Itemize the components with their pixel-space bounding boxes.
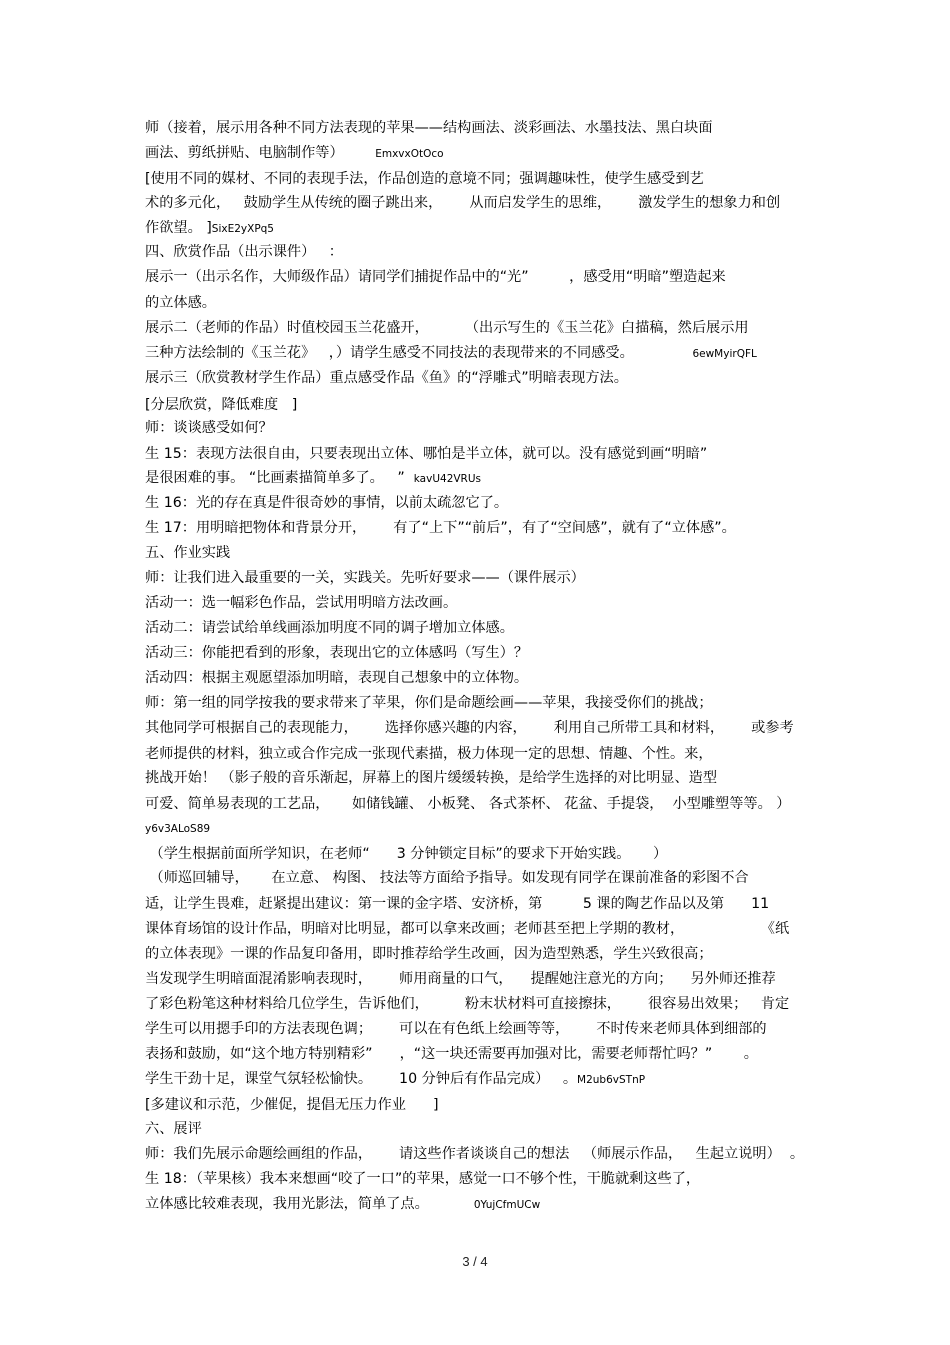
text-line: 师：谈谈感受如何？: [145, 420, 273, 436]
text-line: 立体感比较难表现，我用光影法，简单了点。 0YujCfmUCw: [145, 1196, 541, 1212]
text-line: 活动二：请尝试给单线画添加明度不同的调子增加立体感。: [145, 620, 514, 636]
text-line: 的立体表现》一课的作品复印备用，即时推荐给学生改画，因为造型熟悉，学生兴致很高；: [145, 946, 713, 962]
text-line: 是很困难的事。 “比画素描简单多了。 ” kavU42VRUs: [145, 470, 482, 486]
text-line: 师：第一组的同学按我的要求带来了苹果，你们是命题绘画——苹果，我接受你们的挑战；: [145, 695, 713, 711]
doc-code: kavU42VRUs: [413, 473, 482, 485]
text-line: 当发现学生明暗面混淆影响表现时， 师用商量的口气， 提醒她注意光的方向； 另外师还推荐: [145, 971, 776, 987]
text-line: 展示二（老师的作品）时值校园玉兰花盛开， （出示写生的《玉兰花》白描稿，然后展示用: [145, 320, 749, 336]
text-line: 活动四：根据主观愿望添加明暗，表现自己想象中的立体物。: [145, 670, 529, 686]
text-line: 师：我们先展示命题绘画组的作品， 请这些作者谈谈自己的想法 （师展示作品， 生起立说明） 。: [145, 1146, 805, 1162]
doc-code: y6v3ALoS89: [145, 823, 211, 835]
text-line: （学生根据前面所学知识，在老师“ 3 分钟锁定目标”的要求下开始实践。 ）: [145, 846, 668, 862]
text-line: [使用不同的媒材、不同的表现手法，作品创造的意境不同；强调趣味性，使学生感受到艺: [145, 171, 704, 187]
text-line: [分层欣赏，降低难度 ]: [145, 397, 298, 413]
doc-code: 6ewMyirQFL: [692, 348, 757, 360]
text-line: 术的多元化， 鼓励学生从传统的圈子跳出来， 从而启发学生的思维， 激发学生的想象力和创: [145, 195, 781, 211]
section-heading: 六、展评: [145, 1121, 202, 1137]
doc-code: EmxvxOtOco: [375, 148, 444, 160]
text-line: 三种方法绘制的《玉兰花》 ，）请学生感受不同技法的表现带来的不同感受。 6ewMyirQFL: [145, 345, 757, 361]
text-line: 生 18：（苹果核）我本来想画“咬了一口”的苹果，感觉一口不够个性，干脆就剩这些了，: [145, 1171, 701, 1187]
text-line: 课体育场馆的设计作品，明暗对比明显，都可以拿来改画；老师甚至把上学期的教材， 《纸: [145, 921, 790, 937]
text-line: 生 16：光的存在真是件很奇妙的事情，以前太疏忽它了。: [145, 495, 509, 511]
text-line: 挑战开始！ （影子般的音乐渐起，屏幕上的图片缓缓转换，是给学生选择的对比明显、造型: [145, 770, 718, 786]
text-line: 活动三：你能把看到的形象，表现出它的立体感吗（写生）？: [145, 645, 529, 661]
text-line: 作欲望。 ]SixE2yXPq5: [145, 220, 274, 236]
text-line: 适，让学生畏难，赶紧提出建议：第一课的金字塔、安济桥，第 5 课的陶艺作品以及第 11: [145, 896, 770, 912]
doc-code: 0YujCfmUCw: [473, 1199, 541, 1211]
text-line: 生 15：表现方法很自由，只要表现出立体、哪怕是半立体，就可以。没有感觉到画“明暗”: [145, 446, 708, 462]
doc-code: SixE2yXPq5: [211, 223, 274, 235]
text-line: 老师提供的材料，独立或合作完成一张现代素描，极力体现一定的思想、情趣、个性。来，: [145, 746, 713, 762]
text-line: 展示一（出示名作，大师级作品）请同学们捕捉作品中的“光” ，感受用“明暗”塑造起来: [145, 269, 726, 285]
text-line: 其他同学可根据自己的表现能力， 选择你感兴趣的内容， 利用自己所带工具和材料， 或参考: [145, 720, 794, 736]
text-line: 展示三（欣赏教材学生作品）重点感受作品《鱼》的“浮雕式”明暗表现方法。: [145, 370, 628, 386]
section-heading: 四、欣赏作品（出示课件） ：: [145, 244, 343, 260]
text-line: [多建议和示范，少催促，提倡无压力作业 ]: [145, 1097, 439, 1113]
text-line: 师：让我们进入最重要的一关，实践关。先听好要求——（课件展示）: [145, 570, 585, 586]
page-number: 3 / 4: [462, 1254, 488, 1269]
text-line: （师巡回辅导， 在立意、 构图、 技法等方面给予指导。如发现有同学在课前准备的彩图不合: [145, 870, 749, 886]
text-line: 画法、剪纸拼贴、电脑制作等） EmxvxOtOco: [145, 145, 444, 161]
text-line: 表扬和鼓励，如“这个地方特别精彩” ，“这一块还需要再加强对比，需要老师帮忙吗？” 。: [145, 1046, 758, 1062]
doc-code: M2ub6vSTnP: [577, 1074, 646, 1086]
text-line: 可爱、简单易表现的工艺品， 如储钱罐、 小板凳、 各式茶杯、 花盆、手提袋， 小型雕塑等等。 ）: [145, 796, 791, 812]
section-heading: 五、作业实践: [145, 545, 231, 561]
text-line: 师（接着，展示用各种不同方法表现的苹果——结构画法、淡彩画法、水墨技法、黑白块面: [145, 120, 713, 136]
text-line: 生 17：用明暗把物体和背景分开， 有了“上下”“前后”，有了“空间感”，就有了“立体感”。: [145, 520, 736, 536]
text-line: 学生干劲十足，课堂气氛轻松愉快。 10 分钟后有作品完成） 。M2ub6vSTnP: [145, 1071, 646, 1087]
text-line: 的立体感。: [145, 295, 216, 311]
text-line: 活动一：选一幅彩色作品，尝试用明暗方法改画。: [145, 595, 458, 611]
text-line: 了彩色粉笔这种材料给几位学生，告诉他们， 粉末状材料可直接擦抹， 很容易出效果； 肯定: [145, 996, 790, 1012]
text-line: 学生可以用摁手印的方法表现色调； 可以在有色纸上绘画等等， 不时传来老师具体到细部的: [145, 1021, 767, 1037]
